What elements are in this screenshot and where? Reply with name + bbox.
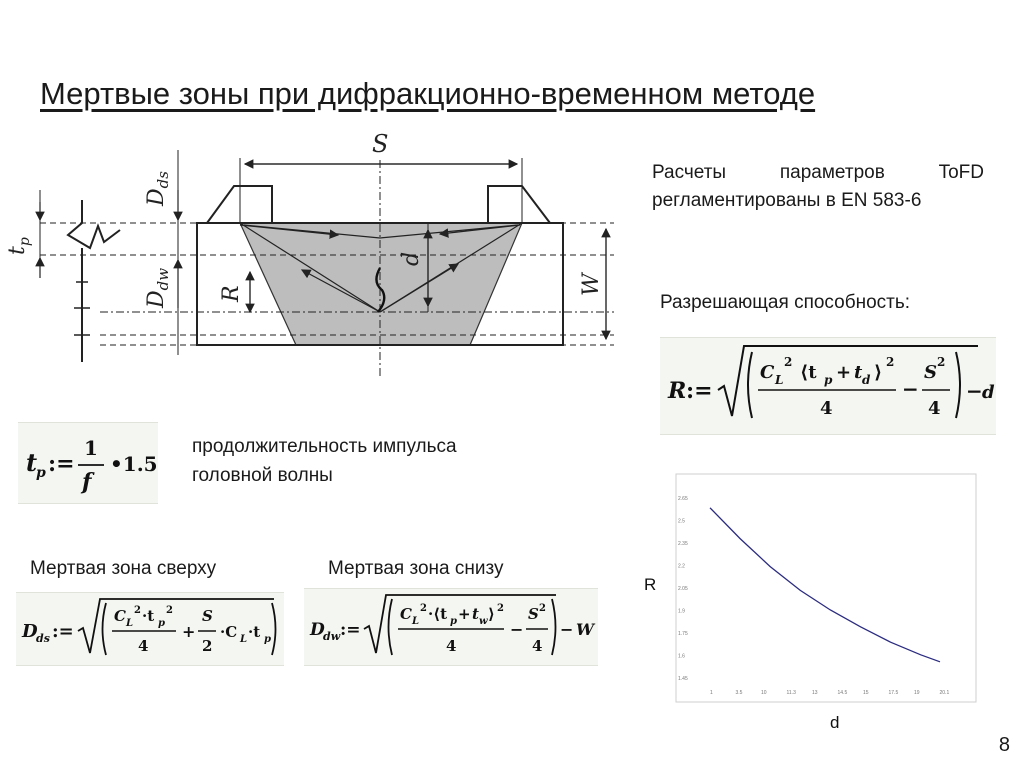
chart-x-tick: 13 [812, 690, 818, 696]
svg-text:2: 2 [166, 605, 173, 616]
label-Ddw-sub: dw [154, 267, 172, 291]
svg-text:S: S [924, 362, 937, 383]
label-S: S [372, 130, 389, 158]
svg-text:4: 4 [532, 637, 543, 655]
svg-text:2: 2 [420, 603, 427, 614]
svg-text:−: − [966, 379, 983, 403]
svg-text:L: L [775, 373, 784, 387]
chart-y-tick: 2.35 [678, 541, 688, 547]
svg-text:tp [5, 237, 33, 255]
svg-text:2: 2 [784, 355, 793, 369]
svg-text:·C: ·C [220, 623, 238, 641]
resolution-label: Разрешающая способность: [660, 292, 911, 313]
chart-y-tick: 2.2 [678, 563, 685, 570]
svg-text:W: W [576, 620, 594, 639]
chart-ylabel: R [644, 575, 657, 594]
svg-text:L: L [412, 616, 420, 627]
svg-text:dw: dw [323, 630, 341, 643]
chart-x-tick: 3.5 [735, 690, 743, 696]
svg-text:p: p [450, 616, 457, 627]
svg-text:C: C [114, 607, 126, 625]
svg-text:p: p [158, 618, 165, 629]
r-vs-d-chart [640, 470, 980, 740]
page-title: Мертвые зоны при дифракционно-временном методе [40, 76, 816, 111]
label-W: W [579, 273, 604, 296]
svg-text:p: p [264, 634, 271, 645]
svg-text:R: R [668, 378, 687, 404]
label-R: R [219, 285, 244, 302]
svg-text:+: + [458, 605, 471, 623]
svg-text::=: := [340, 620, 361, 640]
chart-y-tick: 1.9 [678, 608, 685, 615]
chart-y-tick: 1.75 [678, 631, 688, 637]
svg-text:t: t [472, 605, 479, 623]
chart-y-tick: 2.65 [678, 496, 688, 502]
svg-text:4: 4 [138, 637, 149, 655]
tofd-diagram [0, 130, 640, 380]
chart-y-tick: 1.6 [678, 653, 685, 660]
svg-text:2: 2 [886, 355, 895, 369]
svg-text:·t: ·t [248, 623, 261, 641]
svg-text:−: − [902, 377, 919, 401]
dead-zone-bottom-label: Мертвая зона снизу [328, 558, 504, 579]
label-Dds: D [144, 188, 169, 206]
chart-y-tick: 2.05 [678, 586, 688, 592]
svg-text:L: L [126, 618, 134, 629]
svg-text:p: p [824, 373, 833, 387]
chart-xlabel: d [830, 713, 840, 732]
formula-R [660, 337, 996, 435]
formula-Ddw [304, 588, 598, 666]
svg-text:4: 4 [446, 637, 457, 655]
svg-text:ds: ds [36, 632, 50, 645]
chart-x-tick: 19 [914, 690, 920, 696]
svg-text:2: 2 [937, 355, 946, 369]
svg-text:S: S [528, 605, 539, 623]
svg-text:L: L [240, 634, 248, 645]
svg-text:C: C [760, 362, 775, 383]
label-Dds-sub: ds [154, 171, 172, 189]
chart-x-tick: 10 [761, 690, 767, 696]
chart-x-tick: 20.1 [939, 690, 950, 696]
label-tp: t [5, 246, 30, 255]
tofd-text-line1: Расчеты параметров ToFD [652, 162, 984, 183]
chart-y-tick: 1.45 [678, 676, 688, 682]
chart-y-tick: 2.5 [678, 518, 685, 525]
svg-text:S: S [202, 607, 213, 625]
svg-text:t: t [854, 362, 863, 383]
svg-text:d: d [862, 373, 871, 387]
svg-text::=: := [52, 621, 74, 642]
label-d: d [399, 251, 424, 266]
svg-text:4: 4 [928, 398, 941, 419]
page-number: 8 [998, 734, 1010, 756]
svg-text:2: 2 [497, 603, 504, 614]
svg-text::=: := [48, 451, 75, 477]
ascan-signal [68, 200, 120, 248]
svg-text:⟩: ⟩ [874, 362, 883, 383]
svg-text:p: p [36, 465, 46, 481]
svg-text:d: d [982, 382, 995, 403]
svg-text:4: 4 [820, 398, 833, 419]
shaded-zone [240, 223, 522, 345]
svg-text:⟩: ⟩ [488, 605, 495, 623]
svg-text:+: + [182, 622, 196, 641]
svg-text:t: t [26, 448, 38, 477]
svg-text:D: D [22, 621, 38, 642]
svg-text:+: + [836, 362, 852, 383]
chart-x-tick: 11.3 [786, 690, 796, 696]
chart-frame [676, 474, 976, 702]
svg-text:2: 2 [539, 603, 546, 614]
label-Ddw: D [144, 290, 169, 308]
svg-text:Dds [144, 171, 172, 207]
svg-text:f: f [82, 469, 92, 495]
svg-text:w: w [479, 616, 488, 627]
svg-text:D: D [310, 620, 325, 640]
svg-text:·⟨t: ·⟨t [428, 605, 448, 623]
svg-text:C: C [400, 605, 412, 623]
probe-right [488, 186, 550, 223]
svg-text:⟨t: ⟨t [800, 362, 817, 383]
tofd-text-line2: регламентированы в EN 583-6 [652, 190, 922, 211]
chart-x-tick: 17.5 [888, 690, 899, 696]
svg-text:−: − [510, 620, 524, 639]
chart-x-tick: 15 [863, 690, 869, 696]
svg-text:2: 2 [202, 637, 213, 655]
formula-tp [18, 422, 158, 504]
pulse-text-line2: головной волны [192, 465, 333, 486]
dead-zone-top-label: Мертвая зона сверху [30, 558, 217, 579]
formula-Dds [16, 592, 284, 666]
svg-text:·t: ·t [142, 607, 155, 625]
chart-x-tick: 14.5 [837, 690, 848, 696]
svg-text:2: 2 [134, 605, 141, 616]
svg-text:1: 1 [84, 436, 98, 460]
svg-text::=: := [686, 378, 713, 404]
svg-text:Ddw [144, 268, 172, 309]
pulse-text-line1: продолжительность импульса [192, 436, 457, 457]
svg-text:•1.5: •1.5 [110, 452, 158, 476]
label-tp-sub: p [17, 237, 33, 247]
svg-text:−: − [560, 620, 574, 639]
chart-x-tick: 1 [710, 690, 713, 696]
